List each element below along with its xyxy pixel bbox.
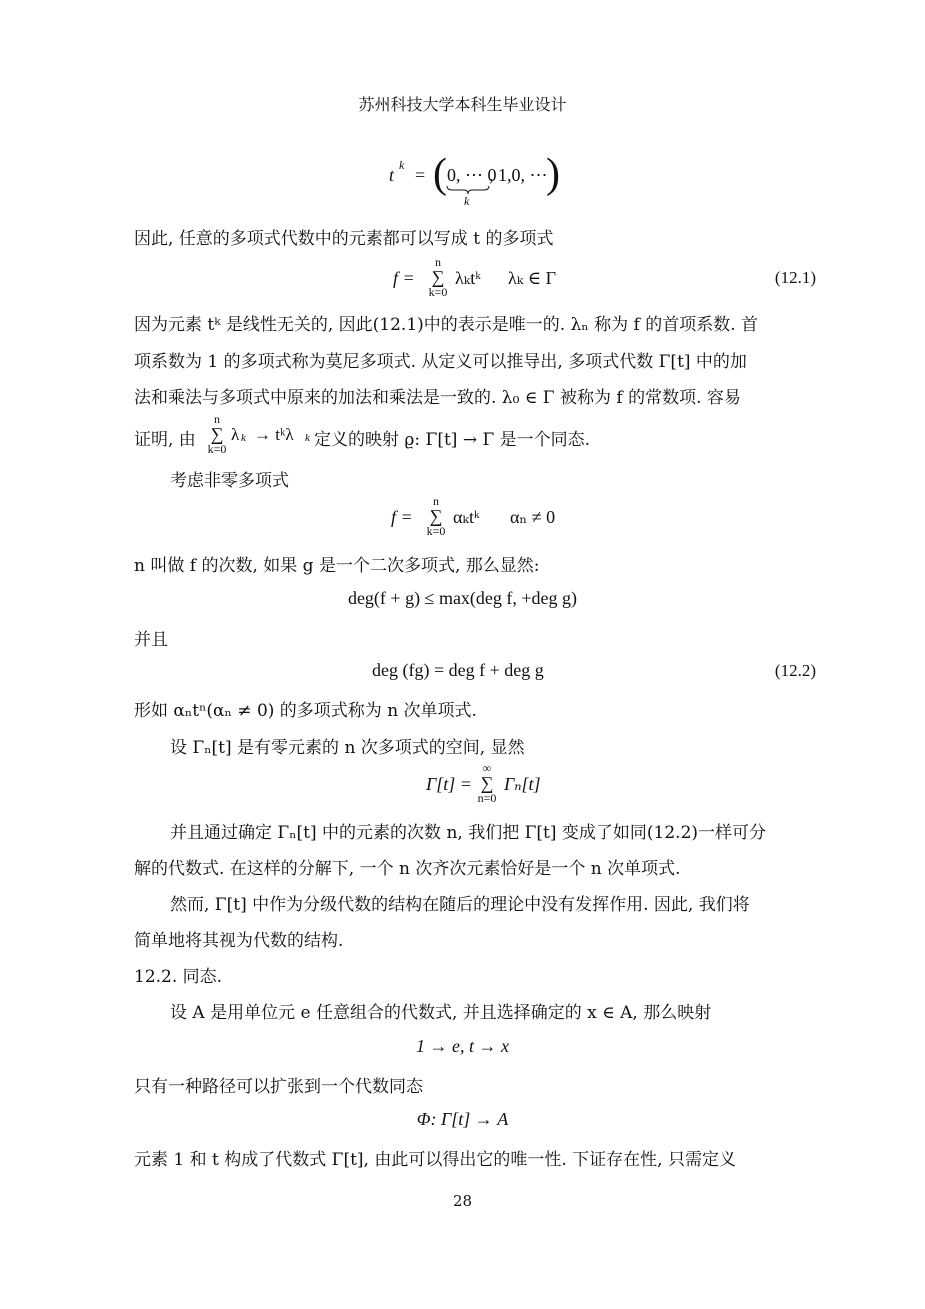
text-line: 法和乘法与多项式中原来的加法和乘法是一致的. λ₀ ∈ Γ 被称为 f 的常数项. 容易	[134, 388, 741, 408]
tk-rest: , 1,0, ⋯	[489, 165, 548, 185]
l05-d: 定义的映射 ϱ: Γ[t] → Γ 是一个同态.	[314, 430, 591, 450]
inf-sum-symbol	[474, 762, 500, 804]
text-line-with-sum	[134, 413, 834, 461]
page-number: 28	[452, 1192, 473, 1210]
sum-symbol-2	[423, 495, 449, 537]
text-line: 只有一种路径可以扩张到一个代数同态	[134, 1077, 423, 1097]
equation-12-2: deg (fg) = deg f + deg g	[372, 660, 544, 680]
f1-lhs: f =	[393, 268, 415, 288]
l05-b: λ	[231, 425, 240, 444]
tk-exp: k	[399, 158, 405, 172]
text-line: 并且	[134, 630, 168, 650]
sum-upper: n	[435, 255, 441, 269]
tk-eq: =	[415, 165, 426, 185]
text-line: 因此, 任意的多项式代数中的元素都可以写成 t 的多项式	[134, 229, 554, 249]
text-line: 形如 αₙtⁿ(αₙ ≠ 0) 的多项式称为 n 次单项式.	[134, 701, 477, 721]
inline-sum-lower: k=0	[207, 442, 227, 456]
section-heading: 12.2. 同态.	[134, 967, 223, 987]
f2-cond: αₙ ≠ 0	[510, 507, 556, 527]
l13-b: Γₙ[t]	[504, 774, 541, 794]
equation-label-12-1: (12.1)	[774, 268, 816, 287]
equation-map: 1 → e, t → x	[416, 1036, 509, 1056]
equation-homomorphism: Φ: Γ[t] → A	[416, 1109, 509, 1129]
sum-lower: k=0	[428, 285, 448, 299]
inline-sum-upper: n	[214, 412, 220, 426]
l05-a: 证明, 由	[134, 430, 196, 450]
equation-label-12-2: (12.2)	[774, 661, 816, 680]
page-header: 苏州科技大学本科生毕业设计	[358, 95, 567, 114]
text-line: 解的代数式. 在这样的分解下, 一个 n 次齐次元素恰好是一个 n 次单项式.	[134, 859, 681, 879]
text-line: 然而, Γ[t] 中作为分级代数的结构在随后的理论中没有发挥作用. 因此, 我们将	[170, 895, 750, 915]
tk-zeros: 0, ⋯ 0	[447, 165, 497, 185]
text-line: 设 A 是用单位元 e 任意组合的代数式, 并且选择确定的 x ∈ A, 那么映射	[170, 1003, 712, 1023]
l05-sub: k	[241, 432, 246, 444]
sum2-lower: k=0	[426, 524, 446, 538]
tk-lhs: t	[389, 165, 395, 185]
f2-lhs: f =	[391, 507, 413, 527]
sum-sign: ∑	[431, 267, 445, 287]
tk-under: k	[464, 194, 470, 208]
tk-paren-close: )	[546, 151, 560, 197]
text-line: 考虑非零多项式	[170, 471, 289, 491]
equation-deg-sum: deg(f + g) ≤ max(deg f, +deg g)	[347, 588, 578, 608]
inf-sum-lower: n=0	[477, 791, 497, 805]
text-line: 因为元素 tᵏ 是线性无关的, 因此(12.1)中的表示是唯一的. λₙ 称为 f 的首项系数. 首	[134, 315, 759, 335]
f1-cond: λₖ ∈ Γ	[508, 268, 557, 288]
inf-sum-sign: ∑	[480, 773, 494, 793]
inf-sum-upper: ∞	[482, 761, 492, 775]
text-line: 项系数为 1 的多项式称为莫尼多项式. 从定义可以推导出, 多项式代数 Γ[t] 中的加	[134, 352, 747, 372]
l05-sub-2: k	[305, 432, 310, 444]
sum2-upper: n	[433, 494, 439, 508]
text-line: 设 Γₙ[t] 是有零元素的 n 次多项式的空间, 显然	[170, 738, 525, 758]
f2-term: αₖtᵏ	[453, 507, 480, 527]
tk-paren-open: (	[433, 151, 447, 197]
text-line: 并且通过确定 Γₙ[t] 中的元素的次数 n, 我们把 Γ[t] 变成了如同(12.2)一样可分	[170, 823, 767, 843]
l05-c: → tᵏλ	[254, 425, 294, 444]
l13-a: Γ[t] =	[426, 774, 472, 794]
inline-sum-sign: ∑	[210, 424, 224, 444]
text-line: 元素 1 和 t 构成了代数式 Γ[t], 由此可以得出它的唯一性. 下证存在性, 只需定义	[134, 1150, 736, 1170]
text-line: n 叫做 f 的次数, 如果 g 是一个二次多项式, 那么显然:	[134, 556, 540, 576]
sum2-sign: ∑	[429, 506, 443, 526]
inline-sum-symbol	[204, 413, 230, 455]
f1-term: λₖtᵏ	[455, 268, 481, 288]
text-line: 简单地将其视为代数的结构.	[134, 931, 344, 951]
